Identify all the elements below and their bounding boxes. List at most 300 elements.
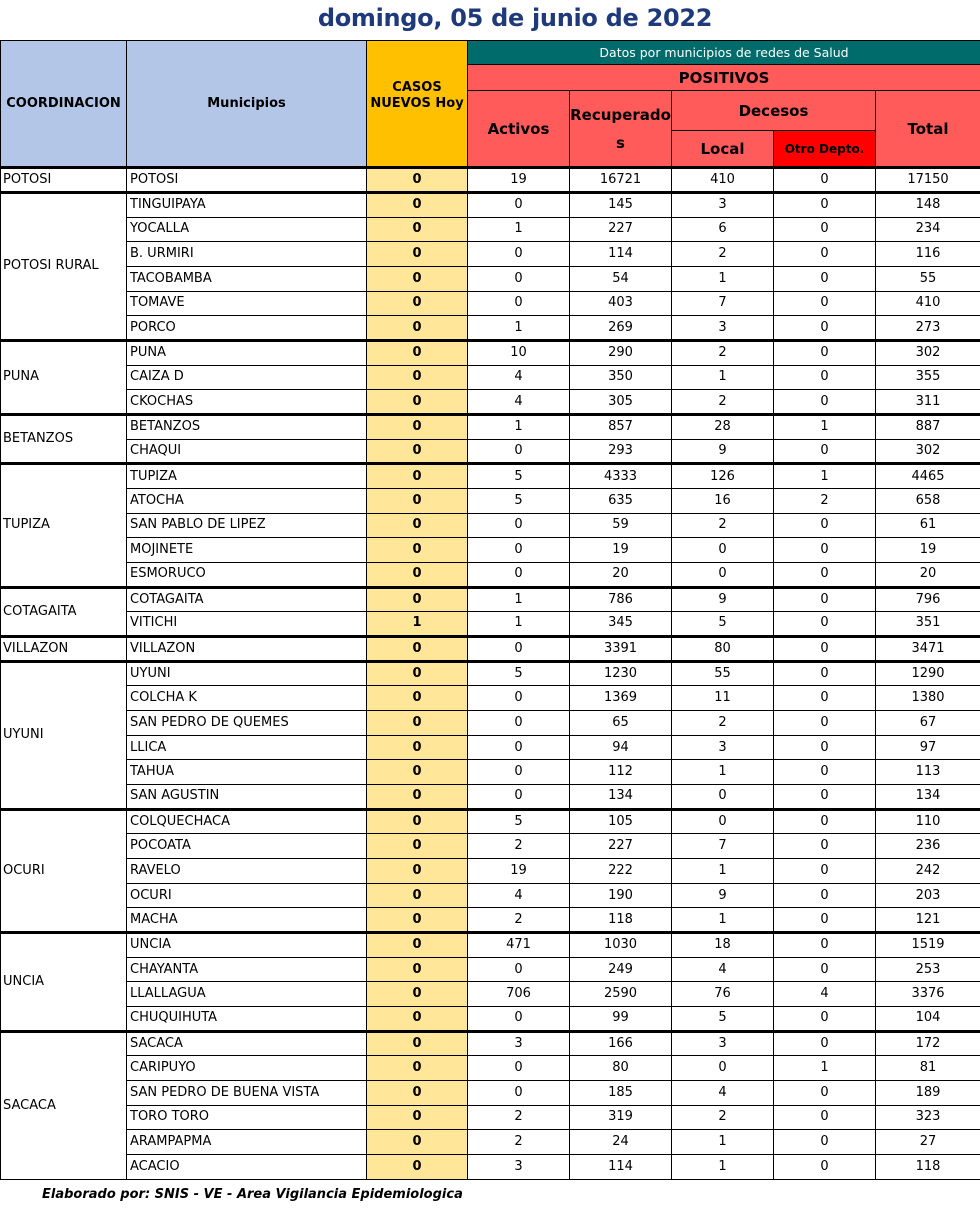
total-cell: 1519 [876,933,980,958]
recuperados-cell: 59 [570,513,672,538]
local-cell: 3 [672,193,774,218]
coordinacion-cell: COTAGAITA [1,587,127,636]
activos-cell: 1 [468,587,570,612]
table-row [1,686,980,711]
activos-cell: 10 [468,340,570,365]
local-cell: 0 [672,785,774,810]
total-cell: 116 [876,242,980,267]
otro-cell: 0 [774,266,876,291]
table-body [1,168,980,1180]
casos-cell: 0 [367,390,468,415]
recuperados-cell: 2590 [570,982,672,1007]
recuperados-cell: 345 [570,612,672,637]
municipio-cell: SAN PEDRO DE BUENA VISTA [127,1080,367,1105]
municipio-cell: COTAGAITA [127,587,367,612]
table-row [1,834,980,859]
municipio-cell: CHAYANTA [127,957,367,982]
recuperados-cell: 786 [570,587,672,612]
activos-cell: 1 [468,217,570,242]
municipio-cell: CAIZA D [127,365,367,390]
recuperados-cell: 1030 [570,933,672,958]
recuperados-cell: 350 [570,365,672,390]
total-cell: 236 [876,834,980,859]
total-cell: 4465 [876,464,980,489]
activos-cell: 0 [468,266,570,291]
otro-cell: 4 [774,982,876,1007]
local-cell: 4 [672,1080,774,1105]
municipio-cell: TOMAVE [127,291,367,316]
municipio-cell: ACACIO [127,1154,367,1179]
local-cell: 76 [672,982,774,1007]
otro-cell: 0 [774,168,876,193]
activos-cell: 0 [468,513,570,538]
activos-cell: 4 [468,390,570,415]
municipio-cell: ARAMPAPMA [127,1130,367,1155]
casos-cell: 0 [367,1031,468,1056]
casos-cell: 0 [367,266,468,291]
municipio-cell: RAVELO [127,859,367,884]
activos-cell: 19 [468,859,570,884]
header-total: Total [876,91,980,168]
activos-cell: 5 [468,809,570,834]
activos-cell: 0 [468,562,570,587]
local-cell: 0 [672,809,774,834]
local-cell: 2 [672,340,774,365]
activos-cell: 3 [468,1154,570,1179]
coordinacion-cell: POTOSI [1,168,127,193]
otro-cell: 0 [774,1130,876,1155]
activos-cell: 1 [468,316,570,341]
recuperados-cell: 166 [570,1031,672,1056]
total-cell: 97 [876,735,980,760]
table-row [1,464,980,489]
recuperados-cell: 635 [570,488,672,513]
header-municipios: Municipios [127,41,367,168]
activos-cell: 1 [468,612,570,637]
municipio-cell: SAN AGUSTIN [127,785,367,810]
recuperados-cell: 134 [570,785,672,810]
total-cell: 242 [876,859,980,884]
table-row [1,1007,980,1032]
table-row [1,1130,980,1155]
municipio-cell: PORCO [127,316,367,341]
coordinacion-cell: VILLAZON [1,636,127,661]
activos-cell: 2 [468,1105,570,1130]
header-decesos: Decesos [672,91,876,131]
casos-cell: 0 [367,1056,468,1081]
local-cell: 2 [672,1105,774,1130]
table-row [1,168,980,193]
total-cell: 27 [876,1130,980,1155]
casos-cell: 0 [367,538,468,563]
municipio-cell: TINGUIPAYA [127,193,367,218]
total-cell: 311 [876,390,980,415]
total-cell: 273 [876,316,980,341]
header-casos-line2: NUEVOS Hoy [370,95,464,111]
header-casos-nuevos [367,41,468,168]
otro-cell: 0 [774,513,876,538]
casos-cell: 0 [367,562,468,587]
otro-cell: 0 [774,390,876,415]
coordinacion-cell: POTOSI RURAL [1,193,127,341]
municipio-cell: CHAQUI [127,439,367,464]
municipio-cell: PUNA [127,340,367,365]
municipio-cell: TAHUA [127,760,367,785]
otro-cell: 0 [774,711,876,736]
recuperados-cell: 114 [570,242,672,267]
casos-cell: 0 [367,513,468,538]
recuperados-cell: 80 [570,1056,672,1081]
header-recuperados-line1: Recuperado [570,105,671,124]
local-cell: 1 [672,1130,774,1155]
otro-cell: 0 [774,365,876,390]
activos-cell: 706 [468,982,570,1007]
table-row [1,957,980,982]
casos-cell: 0 [367,1154,468,1179]
municipio-cell: UNCIA [127,933,367,958]
table-row [1,340,980,365]
table-row [1,982,980,1007]
coordinacion-cell: UYUNI [1,661,127,809]
total-cell: 172 [876,1031,980,1056]
table-header [1,41,980,168]
otro-cell: 0 [774,291,876,316]
total-cell: 410 [876,291,980,316]
casos-cell: 0 [367,464,468,489]
total-cell: 253 [876,957,980,982]
otro-cell: 0 [774,538,876,563]
recuperados-cell: 290 [570,340,672,365]
local-cell: 7 [672,834,774,859]
coordinacion-cell: TUPIZA [1,464,127,587]
local-cell: 55 [672,661,774,686]
otro-cell: 0 [774,1007,876,1032]
total-cell: 887 [876,414,980,439]
table-row [1,661,980,686]
recuperados-cell: 94 [570,735,672,760]
municipio-cell: ESMORUCO [127,562,367,587]
municipio-cell: COLCHA K [127,686,367,711]
casos-cell: 0 [367,859,468,884]
table-row [1,809,980,834]
casos-cell: 0 [367,883,468,908]
table-row [1,562,980,587]
otro-cell: 0 [774,957,876,982]
total-cell: 113 [876,760,980,785]
municipio-cell: SAN PEDRO DE QUEMES [127,711,367,736]
local-cell: 5 [672,612,774,637]
municipio-cell: BETANZOS [127,414,367,439]
table-row [1,1154,980,1179]
municipio-cell: COLQUECHACA [127,809,367,834]
recuperados-cell: 105 [570,809,672,834]
casos-cell: 0 [367,834,468,859]
recuperados-cell: 99 [570,1007,672,1032]
otro-cell: 0 [774,859,876,884]
casos-cell: 0 [367,711,468,736]
otro-cell: 0 [774,587,876,612]
municipio-cell: MOJINETE [127,538,367,563]
total-cell: 1380 [876,686,980,711]
total-cell: 355 [876,365,980,390]
otro-cell: 0 [774,1080,876,1105]
casos-cell: 0 [367,908,468,933]
table-row [1,1031,980,1056]
recuperados-cell: 249 [570,957,672,982]
recuperados-cell: 293 [570,439,672,464]
local-cell: 16 [672,488,774,513]
activos-cell: 2 [468,1130,570,1155]
municipio-cell: TUPIZA [127,464,367,489]
recuperados-cell: 403 [570,291,672,316]
recuperados-cell: 269 [570,316,672,341]
casos-cell: 0 [367,488,468,513]
local-cell: 1 [672,365,774,390]
table-row [1,488,980,513]
total-cell: 302 [876,439,980,464]
local-cell: 9 [672,587,774,612]
total-cell: 189 [876,1080,980,1105]
activos-cell: 0 [468,636,570,661]
activos-cell: 19 [468,168,570,193]
recuperados-cell: 4333 [570,464,672,489]
activos-cell: 1 [468,414,570,439]
total-cell: 67 [876,711,980,736]
table-row [1,193,980,218]
table-row [1,1105,980,1130]
municipio-cell: VILLAZON [127,636,367,661]
otro-cell: 0 [774,908,876,933]
header-casos-line1: CASOS [392,79,442,95]
casos-cell: 0 [367,1105,468,1130]
table-row [1,390,980,415]
total-cell: 148 [876,193,980,218]
casos-cell: 0 [367,217,468,242]
total-cell: 55 [876,266,980,291]
local-cell: 3 [672,735,774,760]
otro-cell: 0 [774,562,876,587]
municipio-cell: ATOCHA [127,488,367,513]
casos-cell: 0 [367,414,468,439]
municipio-cell: CHUQUIHUTA [127,1007,367,1032]
header-activos: Activos [468,91,570,168]
recuperados-cell: 3391 [570,636,672,661]
municipio-cell: LLALLAGUA [127,982,367,1007]
table-row [1,760,980,785]
local-cell: 0 [672,538,774,563]
table-row [1,414,980,439]
activos-cell: 0 [468,538,570,563]
coordinacion-cell: SACACA [1,1031,127,1179]
header-recuperados [570,91,672,168]
activos-cell: 0 [468,686,570,711]
local-cell: 5 [672,1007,774,1032]
local-cell: 0 [672,562,774,587]
casos-cell: 0 [367,587,468,612]
activos-cell: 5 [468,661,570,686]
local-cell: 11 [672,686,774,711]
local-cell: 18 [672,933,774,958]
municipal-cases-table [0,40,980,1180]
total-cell: 110 [876,809,980,834]
otro-cell: 0 [774,661,876,686]
casos-cell: 0 [367,316,468,341]
recuperados-cell: 114 [570,1154,672,1179]
recuperados-cell: 227 [570,217,672,242]
municipio-cell: UYUNI [127,661,367,686]
municipio-cell: SACACA [127,1031,367,1056]
local-cell: 1 [672,1154,774,1179]
casos-cell: 0 [367,193,468,218]
header-local: Local [672,131,774,168]
casos-cell: 0 [367,785,468,810]
local-cell: 6 [672,217,774,242]
activos-cell: 0 [468,1080,570,1105]
activos-cell: 5 [468,488,570,513]
table-row [1,291,980,316]
otro-cell: 0 [774,612,876,637]
otro-cell: 0 [774,316,876,341]
casos-cell: 0 [367,809,468,834]
municipio-cell: CKOCHAS [127,390,367,415]
total-cell: 234 [876,217,980,242]
municipio-cell: CARIPUYO [127,1056,367,1081]
municipio-cell: POTOSI [127,168,367,193]
municipio-cell: LLICA [127,735,367,760]
footer-credit: Elaborado por: SNIS - VE - Area Vigilancia Epidemiologica [42,1187,463,1202]
total-cell: 118 [876,1154,980,1179]
casos-cell: 0 [367,439,468,464]
recuperados-cell: 1369 [570,686,672,711]
municipio-cell: POCOATA [127,834,367,859]
municipio-cell: TACOBAMBA [127,266,367,291]
table-row [1,217,980,242]
local-cell: 9 [672,439,774,464]
casos-cell: 0 [367,686,468,711]
table-row [1,316,980,341]
header-datos-redes: Datos por municipios de redes de Salud [468,41,980,65]
activos-cell: 0 [468,735,570,760]
local-cell: 2 [672,242,774,267]
casos-cell: 1 [367,612,468,637]
table-row [1,735,980,760]
activos-cell: 0 [468,1007,570,1032]
local-cell: 1 [672,266,774,291]
total-cell: 17150 [876,168,980,193]
casos-cell: 0 [367,365,468,390]
casos-cell: 0 [367,735,468,760]
local-cell: 7 [672,291,774,316]
otro-cell: 0 [774,883,876,908]
coordinacion-cell: BETANZOS [1,414,127,463]
table-row [1,1056,980,1081]
activos-cell: 0 [468,1056,570,1081]
otro-cell: 0 [774,636,876,661]
recuperados-cell: 227 [570,834,672,859]
coordinacion-cell: PUNA [1,340,127,414]
recuperados-cell: 305 [570,390,672,415]
table-row [1,785,980,810]
casos-cell: 0 [367,957,468,982]
table-row [1,266,980,291]
recuperados-cell: 65 [570,711,672,736]
local-cell: 126 [672,464,774,489]
otro-cell: 1 [774,1056,876,1081]
casos-cell: 0 [367,291,468,316]
total-cell: 20 [876,562,980,587]
table-row [1,711,980,736]
total-cell: 1290 [876,661,980,686]
table-row [1,1080,980,1105]
total-cell: 796 [876,587,980,612]
otro-cell: 0 [774,439,876,464]
recuperados-cell: 222 [570,859,672,884]
local-cell: 410 [672,168,774,193]
casos-cell: 0 [367,636,468,661]
local-cell: 2 [672,711,774,736]
table-row [1,859,980,884]
otro-cell: 0 [774,193,876,218]
activos-cell: 0 [468,785,570,810]
total-cell: 81 [876,1056,980,1081]
header-otro-depto: Otro Depto. [774,131,876,168]
local-cell: 28 [672,414,774,439]
casos-cell: 0 [367,1130,468,1155]
activos-cell: 2 [468,908,570,933]
table-row [1,242,980,267]
local-cell: 1 [672,760,774,785]
recuperados-cell: 19 [570,538,672,563]
activos-cell: 4 [468,883,570,908]
otro-cell: 0 [774,785,876,810]
table-row [1,513,980,538]
local-cell: 4 [672,957,774,982]
total-cell: 104 [876,1007,980,1032]
casos-cell: 0 [367,168,468,193]
coordinacion-cell: OCURI [1,809,127,932]
activos-cell: 0 [468,760,570,785]
local-cell: 3 [672,316,774,341]
casos-cell: 0 [367,760,468,785]
recuperados-cell: 857 [570,414,672,439]
municipio-cell: MACHA [127,908,367,933]
activos-cell: 471 [468,933,570,958]
coordinacion-cell: UNCIA [1,933,127,1032]
total-cell: 323 [876,1105,980,1130]
header-positivos: POSITIVOS [468,65,980,91]
activos-cell: 3 [468,1031,570,1056]
table-row [1,933,980,958]
otro-cell: 0 [774,834,876,859]
total-cell: 3471 [876,636,980,661]
recuperados-cell: 145 [570,193,672,218]
otro-cell: 0 [774,1105,876,1130]
recuperados-cell: 20 [570,562,672,587]
local-cell: 80 [672,636,774,661]
header-recuperados-line2: s [616,133,625,152]
casos-cell: 0 [367,340,468,365]
table-row [1,587,980,612]
municipio-cell: VITICHI [127,612,367,637]
local-cell: 1 [672,908,774,933]
otro-cell: 0 [774,686,876,711]
local-cell: 2 [672,513,774,538]
otro-cell: 0 [774,242,876,267]
otro-cell: 0 [774,340,876,365]
otro-cell: 0 [774,760,876,785]
casos-cell: 0 [367,933,468,958]
total-cell: 302 [876,340,980,365]
